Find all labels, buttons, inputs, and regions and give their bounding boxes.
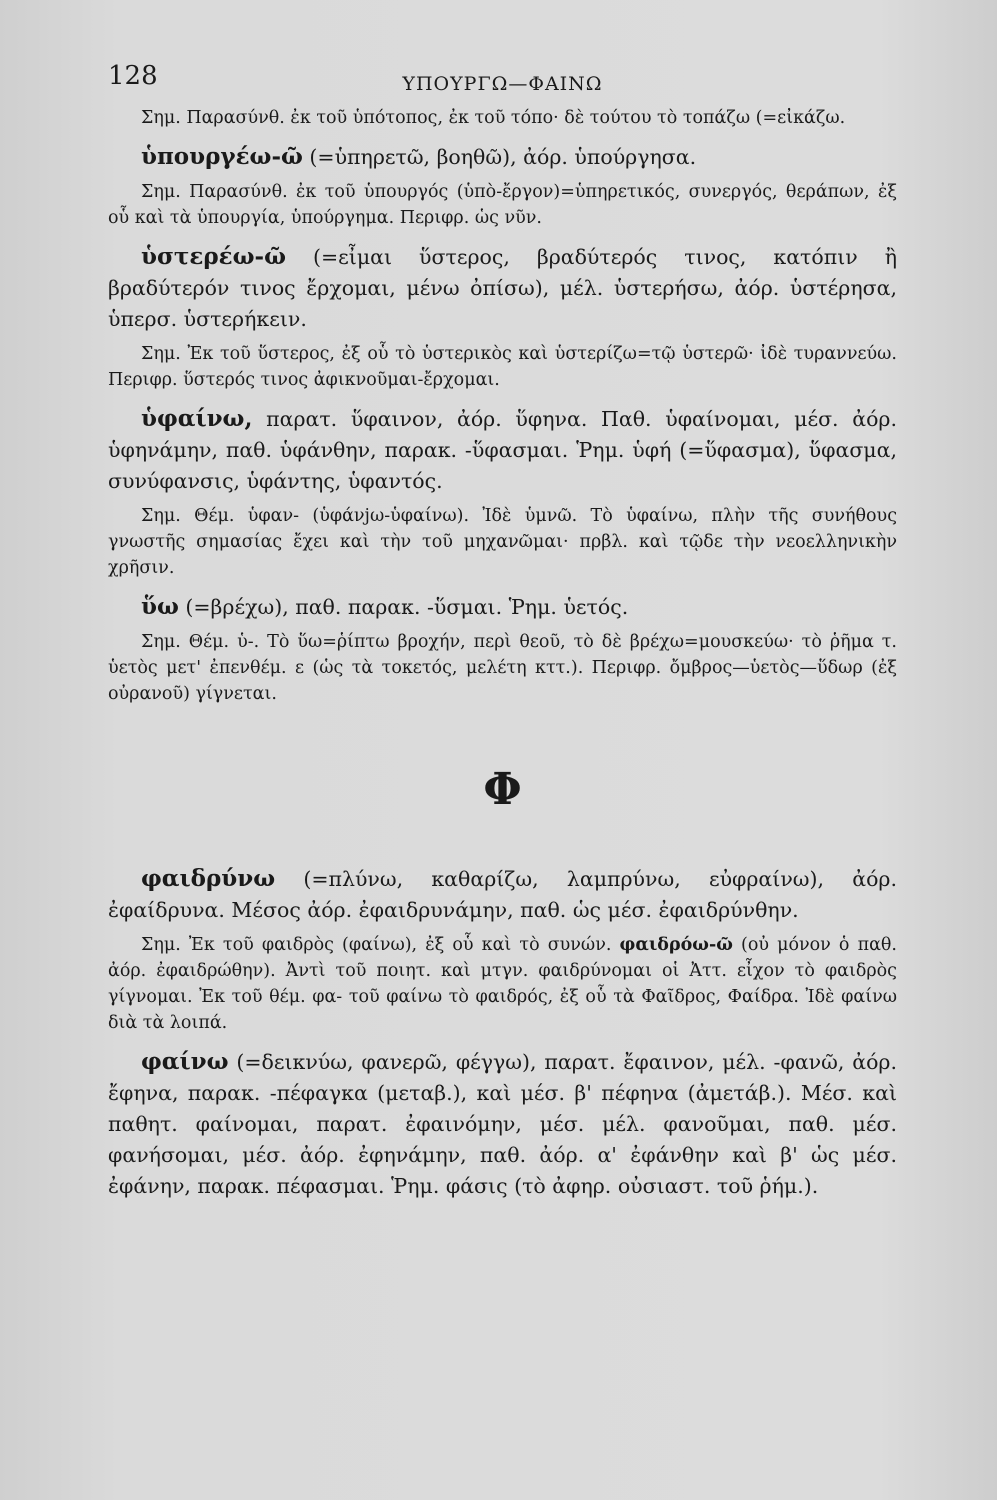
headword: ὑφαίνω, (141, 405, 253, 432)
headword: ὑπουργέω-ῶ (141, 143, 303, 170)
entry-body: (=δεικνύω, φανερῶ, φέγγω), παρατ. ἔφαινον, μέλ. -φανῶ, ἀόρ. ἔφηνα, παρακ. -πέφαγκα (μεταβ.), καὶ μέσ. β' πέφηνα (ἀμετάβ.). Μέσ. καὶ παθητ. φαίνομαι, παρατ. ἐφαινόμην, μέσ. μέλ. φανοῦμαι, παθ. μέσ. φανήσομαι, μέσ. ἀόρ. ἐφηνάμην, παθ. ἀόρ. α' ἐφάνθην καὶ β' ὡς μέσ. ἐφάνην, παρακ. πέφασμαι. Ῥημ. φάσις (τὸ ἀφηρ. οὐσιαστ. τοῦ ῥήμ.). (108, 1050, 897, 1198)
entry-ysteereo (108, 241, 897, 335)
headword: ὕω (141, 593, 179, 620)
entry-body: (=βρέχω), παθ. παρακ. -ὕσμαι. Ῥημ. ὑετός. (178, 595, 629, 619)
entry-ypourgeo (108, 141, 897, 173)
note-text-a: Σημ. Ἐκ τοῦ φαιδρὸς (φαίνω), ἐξ οὗ καὶ τὸ συνών. (141, 935, 620, 955)
note-2: Σημ. Παρασύνθ. ἐκ τοῦ ὑπουργός (ὑπὸ-ἔργον)=ὑπηρετικός, συνεργός, θεράπων, ἐξ οὗ καὶ τὰ ὑπουργία, ὑπούργημα. Περιφρ. ὡς νῦν. (108, 182, 897, 228)
note-6 (108, 932, 897, 1036)
note-ref: φαιδρόω-ῶ (619, 935, 733, 955)
note-5: Σημ. Θέμ. ὑ-. Τὸ ὕω=ῥίπτω βροχήν, περὶ θεοῦ, τὸ δὲ βρέχω=μουσκεύω· τὸ ῥῆμα τ. ὑετὸς μετ' ἐπενθέμ. ε (ὡς τὰ τοκετός, μελέτη κττ.). Περιφρ. ὄμβρος—ὑετὸς—ὕδωρ (ἐξ οὐρανοῦ) γίγνεται. (108, 632, 897, 704)
headword: φαίνω (141, 1048, 229, 1075)
note-3: Σημ. Ἐκ τοῦ ὕστερος, ἐξ οὗ τὸ ὑστερικὸς καὶ ὑστερίζω=τῷ ὑστερῶ· ἰδὲ τυραννεύω. Περιφρ. ὕστερός τινος ἀφικνοῦμαι-ἔρχομαι. (108, 344, 897, 390)
headword: ὑστερέω-ῶ (141, 243, 286, 270)
entry-body: παρατ. ὕφαινον, ἀόρ. ὕφηνα. Παθ. ὑφαίνομαι, μέσ. ἀόρ. ὑφηνάμην, παθ. ὑφάνθην, παρακ. -ὕφασμαι. Ῥημ. ὑφή (=ὕφασμα), ὕφασμα, συνύφανσις, ὑφάντης, ὑφαντός. (108, 407, 897, 493)
note-1: Σημ. Παρασύνθ. ἐκ τοῦ ὑπότοπος, ἐκ τοῦ τόπο· δὲ τούτου τὸ τοπάζω (=εἰκάζω. (141, 108, 846, 128)
entry-faino (108, 1046, 897, 1202)
running-head: ΥΠΟΥΡΓΩ—ΦΑΙΝΩ (402, 73, 603, 95)
page-number: 128 (108, 61, 158, 91)
entry-yo (108, 591, 897, 623)
entry-body: (=πλύνω, καθαρίζω, λαμπρύνω, εὐφραίνω), ἀόρ. ἐφαίδρυνα. Μέσος ἀόρ. ἐφαιδρυνάμην, παθ. ὡς μέσ. ἐφαιδρύνθην. (108, 867, 897, 922)
entry-yfaino (108, 403, 897, 497)
headword: φαιδρύνω (141, 865, 276, 892)
note-text-b: (οὐ μόνον ὁ παθ. ἀόρ. ἐφαιδρώθην). Ἀντὶ τοῦ ποιητ. καὶ μτγν. φαιδρύνομαι οἱ Ἀττ. εἶχον τὸ φαιδρὸς γίγνομαι. Ἐκ τοῦ θέμ. φα- τοῦ φαίνω τὸ φαιδρός, ἐξ οὗ τὰ Φαῖδρος, Φαίδρα. Ἰδὲ φαίνω διὰ τὰ λοιπά. (108, 935, 897, 1033)
entry-faidryno (108, 863, 897, 926)
entry-body: (=ὑπηρετῶ, βοηθῶ), ἀόρ. ὑπούργησα. (302, 145, 697, 169)
entry-body: (=εἶμαι ὕστερος, βραδύτερός τινος, κατόπιν ἢ βραδύτερόν τινος ἔρχομαι, μένω ὀπίσω), μέλ. ὑστερήσω, ἀόρ. ὑστέρησα, ὑπερσ. ὑστερήκειν. (108, 245, 897, 331)
section-letter: Φ (483, 764, 522, 815)
note-4: Σημ. Θέμ. ὑφαν- (ὑφάνjω-ὑφαίνω). Ἰδὲ ὑμνῶ. Τὸ ὑφαίνω, πλὴν τῆς συνήθους γνωστῆς σημασίας ἔχει καὶ τὴν τοῦ μηχανῶμαι· πρβλ. καὶ τῷδε τὴν νεοελληνικὴν χρῆσιν. (108, 506, 897, 578)
page-header (108, 55, 897, 105)
